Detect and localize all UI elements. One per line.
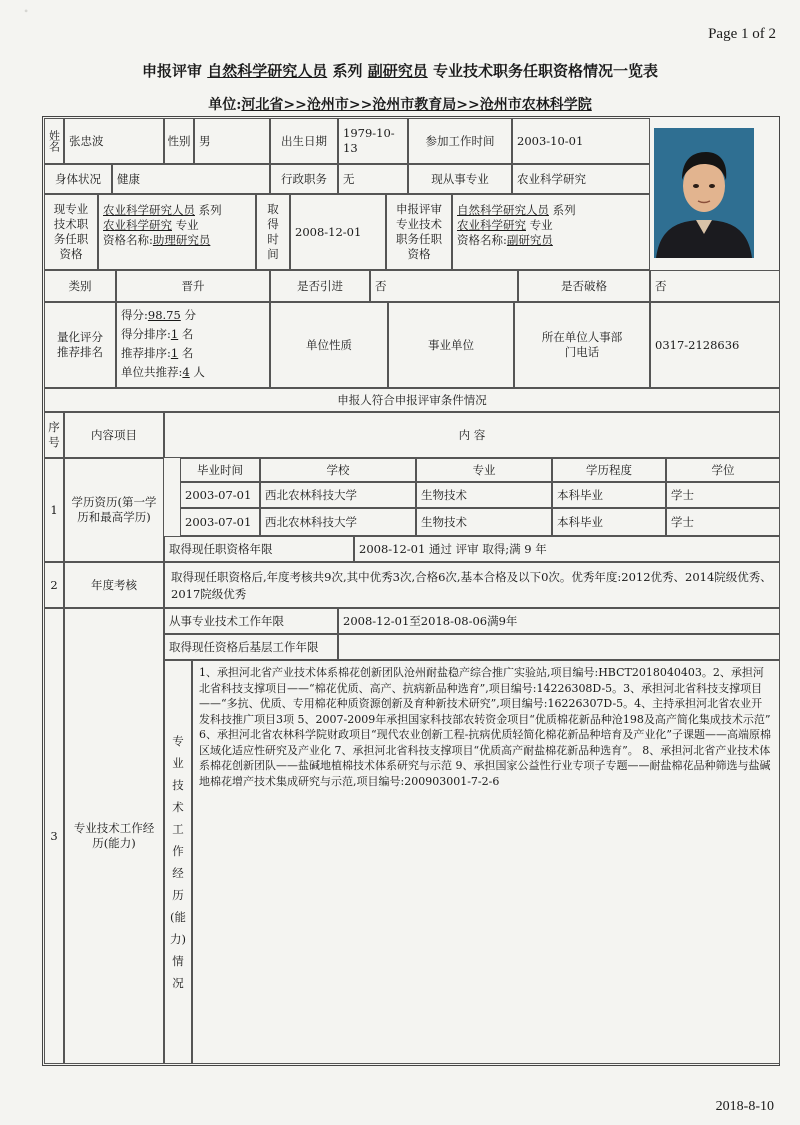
name-label: 姓名: [44, 118, 64, 164]
ghost-mark-top: •: [24, 4, 29, 18]
unit-line: 单位:河北省>>沧州市>>沧州市教育局>>沧州市农林科学院: [208, 97, 592, 113]
applicant-photo: [654, 128, 754, 258]
gender-label: 性别: [164, 118, 194, 164]
admin-value: 无: [338, 164, 408, 194]
page-number: Page 1 of 2: [708, 26, 776, 42]
apply-qual-label: 申报评审专业技术职务任职资格: [386, 194, 452, 270]
work-label: 参加工作时间: [408, 118, 512, 164]
edu-row-1-level: 本科毕业: [552, 482, 666, 508]
gender-value: 男: [194, 118, 270, 164]
work-years-label: 从事专业技术工作年限: [164, 608, 338, 634]
edu-row-2-level: 本科毕业: [552, 508, 666, 536]
score-label: 量化评分推荐排名: [44, 302, 116, 388]
seq-header: 序号: [44, 412, 64, 458]
annual-label: 年度考核: [64, 562, 164, 608]
page-title: 申报评审 自然科学研究人员 系列 副研究员 专业技术职务任职资格情况一览表: [141, 62, 658, 80]
edu-row-1-major: 生物技术: [416, 482, 552, 508]
current-qual-name: 助理研究员: [152, 233, 211, 247]
experience-label: 专业技术工作经历(能力): [64, 608, 164, 1064]
name-value: 张忠波: [64, 118, 164, 164]
edu-col-degree: 学位: [666, 458, 780, 482]
work-value: 2003-10-01: [512, 118, 650, 164]
category-promote: 晋升: [116, 270, 270, 302]
current-qual-label: 现专业技术职务任职资格: [44, 194, 98, 270]
annual-seq: 2: [44, 562, 64, 608]
exception-value: 否: [650, 270, 780, 302]
qual-years-value: 2008-12-01 通过 评审 取得;满 9 年: [354, 536, 780, 562]
edu-col-school: 学校: [260, 458, 416, 482]
title-rank: 副研究员: [367, 62, 428, 80]
exception-label: 是否破格: [518, 270, 650, 302]
edu-row-1-school: 西北农林科技大学: [260, 482, 416, 508]
category-label: 类别: [44, 270, 116, 302]
score-block: 得分:98.75 分 得分排序:1 名 推荐排序:1 名 单位共推荐:4 人: [116, 302, 270, 388]
conditions-heading: 申报人符合申报评审条件情况: [44, 388, 780, 412]
edu-col-date: 毕业时间: [180, 458, 260, 482]
edu-row-2-school: 西北农林科技大学: [260, 508, 416, 536]
grassroots-label: 取得现任资格后基层工作年限: [164, 634, 338, 660]
birth-label: 出生日期: [270, 118, 338, 164]
apply-qual-name: 副研究员: [506, 233, 553, 247]
edu-row-2-major: 生物技术: [416, 508, 552, 536]
grassroots-value: [338, 634, 780, 660]
admin-label: 行政职务: [270, 164, 338, 194]
hr-phone-label: 所在单位人事部门电话: [514, 302, 650, 388]
introduced-label: 是否引进: [270, 270, 370, 302]
annual-text: 取得现任职资格后,年度考核共9次,其中优秀3次,合格6次,基本合格及以下0次。优秀年度:2012优秀、2014院级优秀、2017院级优秀: [164, 562, 780, 608]
apply-qual-block: 自然科学研究人员 系列 农业科学研究 专业 资格名称:副研究员: [452, 194, 650, 270]
content-header: 内 容: [164, 412, 780, 458]
hr-phone-value: 0317-2128636: [650, 302, 780, 388]
unit-nature-value: 事业单位: [388, 302, 514, 388]
experience-seq: 3: [44, 608, 64, 1064]
edu-col-level: 学历程度: [552, 458, 666, 482]
major-value: 农业科学研究: [512, 164, 650, 194]
edu-seq: 1: [44, 458, 64, 562]
unit-nature-label: 单位性质: [270, 302, 388, 388]
obtain-value: 2008-12-01: [290, 194, 386, 270]
edu-col-major: 专业: [416, 458, 552, 482]
print-date: 2018-8-10: [715, 1099, 774, 1114]
edu-row-2-degree: 学士: [666, 508, 780, 536]
qual-years-label: 取得现任职资格年限: [164, 536, 354, 562]
title-series: 自然科学研究人员: [207, 62, 328, 80]
current-qual-block: 农业科学研究人员 系列 农业科学研究 专业 资格名称:助理研究员: [98, 194, 256, 270]
health-label: 身体状况: [44, 164, 112, 194]
introduced-value: 否: [370, 270, 518, 302]
experience-sub-label: 专业技术工作经历(能力)情况: [164, 660, 192, 1064]
birth-value: 1979-10-13: [338, 118, 408, 164]
obtain-label: 取得时间: [256, 194, 290, 270]
major-label: 现从事专业: [408, 164, 512, 194]
edu-label: 学历资历(第一学历和最高学历): [64, 458, 164, 562]
experience-text: 1、承担河北省产业技术体系棉花创新团队沧州耐盐稳产综合推广实验站,项目编号:HBCT2018040403。2、承担河北省科技支撑项目——“棉花优质、高产、抗病新品种选育”,项目编号:14226308D-5。3、承担河北省科技支撑项目——“多抗、优质、专用棉花种质资源创新及育种新技术研究”,项目编号:16226307D-5。4、主持承担河北省农业开发科技推广项目3项 5、2007-2009年承担国家科技部农转资金项目“优质棉花新品种沧198及高产简化集成技术示范” 6、承担河北省农林科学院财政项目“现代农业创新工程-抗病优质轻简化棉花新品种培育及产业化”子课题——高端原棉区域化适应性研究及产业化 7、承担河北省科技支撑项目“优质高产耐盐棉花新品种选育”。 8、承担河北省产业技术体系棉花创新团队——盐碱地植棉技术体系研究与示范 9、承担国家公益性行业专项子专题——耐盐棉花品种筛选与盐碱地棉花增产技术集成研究与示范,项目编号:200903001-7-2-6: [192, 660, 780, 1064]
edu-row-2-date: 2003-07-01: [180, 508, 260, 536]
work-years-value: 2008-12-01至2018-08-06满9年: [338, 608, 780, 634]
edu-row-1-degree: 学士: [666, 482, 780, 508]
item-header: 内容项目: [64, 412, 164, 458]
edu-row-1-date: 2003-07-01: [180, 482, 260, 508]
score-value: 98.75: [147, 308, 181, 322]
health-value: 健康: [112, 164, 270, 194]
